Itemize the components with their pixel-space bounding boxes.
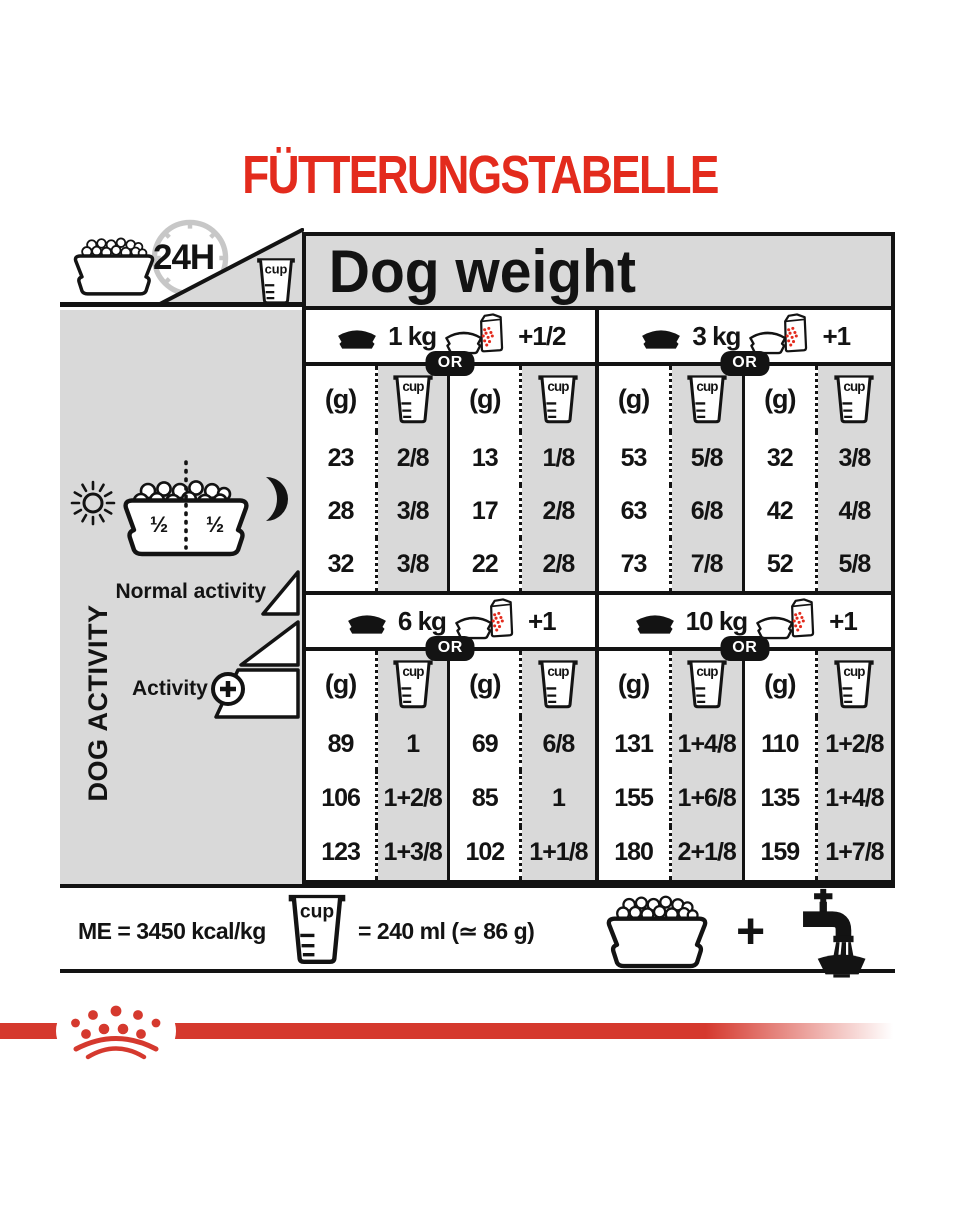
measuring-cup-icon bbox=[286, 893, 348, 965]
half-left-label: ½ bbox=[149, 512, 169, 537]
activity-label: Activity bbox=[132, 677, 208, 700]
feed-value: 155 bbox=[599, 771, 672, 825]
sachet-extra-label: +1 bbox=[822, 320, 851, 351]
feed-value: 89 bbox=[306, 717, 378, 771]
or-badge: OR bbox=[426, 351, 475, 376]
weight-group-header bbox=[306, 310, 595, 371]
bowl-plus-sachet-icon bbox=[756, 598, 820, 644]
feed-value: 131 bbox=[599, 717, 672, 771]
feed-value: 13 bbox=[450, 432, 522, 485]
feed-value: 23 bbox=[306, 432, 378, 485]
feed-value: 6/8 bbox=[522, 717, 594, 771]
feed-value: 5/8 bbox=[672, 432, 745, 485]
or-badge: OR bbox=[720, 636, 769, 661]
feed-value: 135 bbox=[745, 771, 818, 825]
feed-value: 159 bbox=[745, 826, 818, 880]
grams-header-cell: (g) bbox=[745, 366, 818, 432]
royal-canin-paw-logo-icon bbox=[68, 1002, 164, 1062]
feed-value: 106 bbox=[306, 771, 378, 825]
feed-value: 1+7/8 bbox=[818, 826, 891, 880]
legend-band bbox=[60, 884, 895, 973]
measuring-cup-icon bbox=[833, 374, 875, 424]
measuring-cup-icon bbox=[537, 659, 579, 709]
feed-value: 73 bbox=[599, 538, 672, 591]
plus-sign: + bbox=[736, 903, 766, 959]
feed-value: 1+4/8 bbox=[818, 771, 891, 825]
feed-value: 2/8 bbox=[522, 538, 594, 591]
me-kcal-label: ME = 3450 kcal/kg bbox=[78, 918, 266, 944]
feed-value: 32 bbox=[306, 538, 378, 591]
feed-value: 1+2/8 bbox=[378, 771, 450, 825]
sachet-extra-label: +1 bbox=[829, 605, 857, 636]
dog-activity-panel bbox=[60, 310, 302, 884]
measuring-cup-icon bbox=[392, 659, 434, 709]
feed-value: 180 bbox=[599, 826, 672, 880]
weight-group-header bbox=[599, 595, 892, 656]
moon-icon bbox=[256, 476, 288, 522]
weight-group-6kg bbox=[306, 595, 599, 880]
weight-group-header bbox=[599, 310, 892, 371]
weight-group-body bbox=[599, 366, 892, 591]
cup-header-cell bbox=[522, 366, 594, 432]
cup-header-cell bbox=[818, 366, 891, 432]
feed-value: 32 bbox=[745, 432, 818, 485]
feed-value: 1+3/8 bbox=[378, 826, 450, 880]
feed-value: 52 bbox=[745, 538, 818, 591]
feed-value: 4/8 bbox=[818, 485, 891, 538]
grams-header-cell: (g) bbox=[599, 651, 672, 717]
kibble-bowl-icon bbox=[66, 233, 162, 297]
feed-value: 85 bbox=[450, 771, 522, 825]
feed-value: 17 bbox=[450, 485, 522, 538]
feed-value: 22 bbox=[450, 538, 522, 591]
grams-header-cell: (g) bbox=[745, 651, 818, 717]
weight-group-3kg bbox=[599, 310, 892, 595]
kibble-bowl-icon bbox=[598, 890, 716, 970]
feed-value: 5/8 bbox=[818, 538, 891, 591]
feed-value: 110 bbox=[745, 717, 818, 771]
dog-weight-header bbox=[302, 232, 895, 310]
measuring-cup-icon bbox=[686, 374, 728, 424]
measuring-cup-icon bbox=[392, 374, 434, 424]
feed-value: 63 bbox=[599, 485, 672, 538]
dry-bowl-icon bbox=[345, 608, 389, 635]
feed-value: 1+1/8 bbox=[522, 826, 594, 880]
feed-value: 42 bbox=[745, 485, 818, 538]
normal-activity-label: Normal activity bbox=[115, 580, 266, 603]
weight-group-body bbox=[599, 651, 892, 880]
page-title: FÜTTERUNGSTABELLE bbox=[242, 145, 718, 205]
measuring-cup-icon bbox=[537, 374, 579, 424]
feed-value: 69 bbox=[450, 717, 522, 771]
half-right-label: ½ bbox=[205, 512, 225, 537]
sachet-extra-label: +1/2 bbox=[518, 320, 566, 351]
dog-weight-value: 6 kg bbox=[397, 605, 446, 636]
weight-group-10kg bbox=[599, 595, 892, 880]
dog-weight-value: 1 kg bbox=[388, 320, 437, 351]
weight-group-header bbox=[306, 595, 595, 656]
dry-bowl-icon bbox=[335, 323, 379, 350]
weight-group-1kg bbox=[306, 310, 599, 595]
feed-value: 1+2/8 bbox=[818, 717, 891, 771]
feed-value: 1 bbox=[378, 717, 450, 771]
sachet-extra-label: +1 bbox=[527, 605, 556, 636]
dog-weight-label: Dog weight bbox=[328, 237, 636, 305]
feed-value: 1+6/8 bbox=[672, 771, 745, 825]
cup-header-cell bbox=[818, 651, 891, 717]
measuring-cup-icon bbox=[833, 659, 875, 709]
wedge-medium bbox=[241, 622, 298, 665]
weight-group-body bbox=[306, 366, 595, 591]
wedge-small bbox=[263, 572, 298, 614]
dry-bowl-icon bbox=[639, 323, 683, 350]
24h-label: 24H bbox=[153, 238, 215, 277]
or-badge: OR bbox=[426, 636, 475, 661]
cup-equals-label: = 240 ml (≃ 86 g) bbox=[358, 918, 535, 944]
grams-header-cell: (g) bbox=[306, 651, 378, 717]
feed-value: 3/8 bbox=[378, 538, 450, 591]
grams-header-cell: (g) bbox=[450, 366, 522, 432]
dog-activity-label: DOG ACTIVITY bbox=[83, 604, 113, 802]
grams-header-cell: (g) bbox=[306, 366, 378, 432]
half-half-bowl-icon bbox=[110, 458, 262, 572]
feed-value: 123 bbox=[306, 826, 378, 880]
feed-value: 3/8 bbox=[378, 485, 450, 538]
feed-value: 7/8 bbox=[672, 538, 745, 591]
activity-level-wedges bbox=[208, 562, 302, 722]
feed-value: 1+4/8 bbox=[672, 717, 745, 771]
feed-value: 2+1/8 bbox=[672, 826, 745, 880]
feed-value: 1 bbox=[522, 771, 594, 825]
cup-header-cell bbox=[522, 651, 594, 717]
or-badge: OR bbox=[720, 351, 769, 376]
measuring-cup-icon bbox=[256, 257, 296, 305]
measuring-cup-icon bbox=[686, 659, 728, 709]
dry-bowl-icon bbox=[633, 608, 677, 635]
dog-weight-value: 3 kg bbox=[692, 320, 741, 351]
feeding-table bbox=[302, 306, 895, 884]
weight-group-body bbox=[306, 651, 595, 880]
grams-header-cell: (g) bbox=[599, 366, 672, 432]
grams-header-cell: (g) bbox=[450, 651, 522, 717]
feed-value: 28 bbox=[306, 485, 378, 538]
water-tap-icon bbox=[784, 888, 868, 978]
feed-value: 102 bbox=[450, 826, 522, 880]
feed-value: 3/8 bbox=[818, 432, 891, 485]
feed-value: 2/8 bbox=[378, 432, 450, 485]
feed-value: 6/8 bbox=[672, 485, 745, 538]
feed-value: 2/8 bbox=[522, 485, 594, 538]
feed-value: 53 bbox=[599, 432, 672, 485]
feed-value: 1/8 bbox=[522, 432, 594, 485]
dog-weight-value: 10 kg bbox=[685, 605, 748, 636]
